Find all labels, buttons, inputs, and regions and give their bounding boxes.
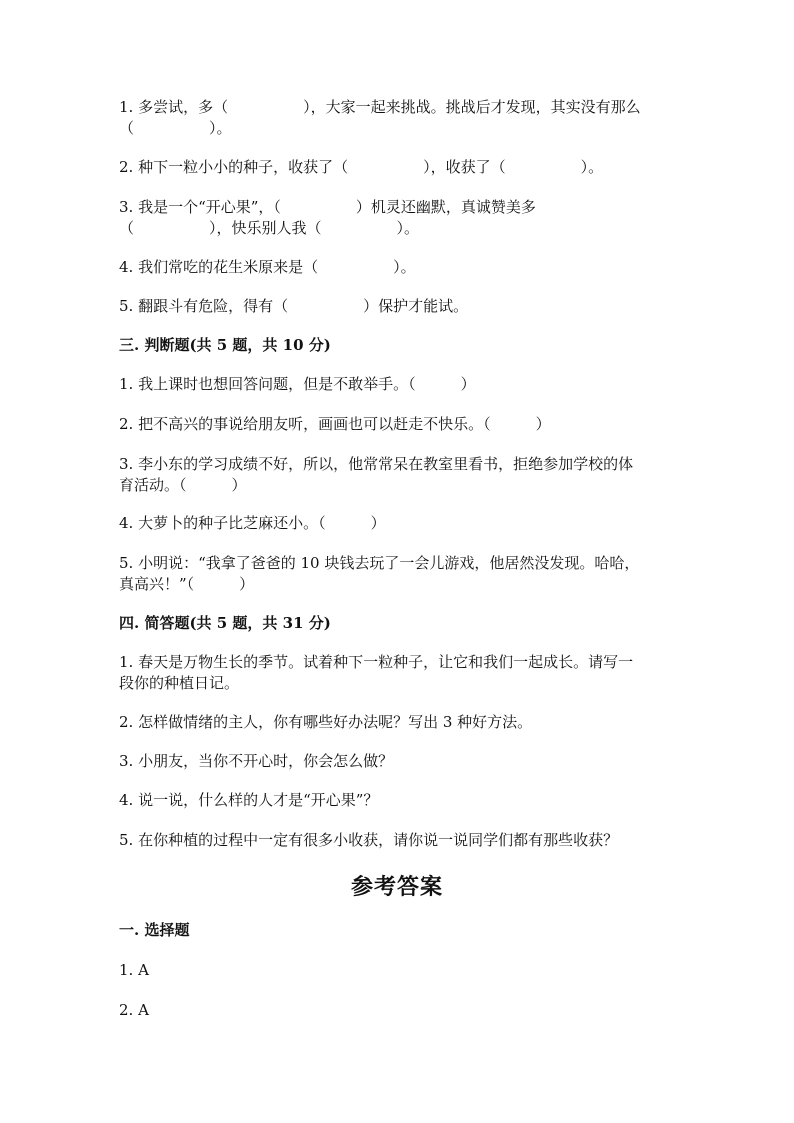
true-false-q4: 4. 大萝卜的种子比芝麻还小。（ ） [119, 514, 386, 532]
short-answer-q2: 2. 怎样做情绪的主人，你有哪些好办法呢？写出 3 种好方法。 [119, 713, 533, 731]
true-false-q3-line1: 3. 李小东的学习成绩不好，所以，他常常呆在教室里看书，拒绝参加学校的体 [119, 455, 634, 473]
true-false-heading: 三. 判断题(共 5 题，共 10 分) [119, 336, 331, 354]
true-false-q3-line2: 育活动。（ ） [119, 476, 247, 494]
short-answer-q3: 3. 小朋友，当你不开心时，你会怎么做？ [119, 752, 394, 770]
true-false-q1: 1. 我上课时也想回答问题，但是不敢举手。（ ） [119, 375, 476, 393]
fill-blank-q3-line2: （ ），快乐别人我（ ）。 [119, 219, 420, 237]
answer-key-title: 参考答案 [350, 874, 443, 900]
short-answer-q4: 4. 说一说，什么样的人才是“开心果”？ [119, 791, 379, 809]
answer-1: 1. A [119, 961, 149, 979]
fill-blank-q2: 2. 种下一粒小小的种子，收获了（ ），收获了（ ）。 [119, 158, 604, 176]
short-answer-heading: 四. 简答题(共 5 题，共 31 分) [119, 614, 331, 632]
answer-2: 2. A [119, 1001, 149, 1019]
fill-blank-q1-line2: （ ）。 [119, 119, 232, 137]
fill-blank-q3-line1: 3. 我是一个“开心果”，（ ）机灵还幽默，真诚赞美多 [119, 198, 536, 216]
fill-blank-q5: 5. 翻跟斗有危险，得有（ ）保护才能试。 [119, 297, 469, 315]
true-false-q5-line1: 5. 小明说：“我拿了爸爸的 10 块钱去玩了一会儿游戏，他居然没发现。哈哈， [119, 554, 640, 572]
short-answer-q5: 5. 在你种植的过程中一定有很多小收获，请你说一说同学们都有那些收获？ [119, 831, 619, 849]
fill-blank-q4: 4. 我们常吃的花生米原来是（ ）。 [119, 258, 416, 276]
true-false-q5-line2: 真高兴！”（ ） [119, 575, 255, 593]
fill-blank-q1-line1: 1. 多尝试，多（ ），大家一起来挑战。挑战后才发现，其实没有那么 [119, 98, 641, 116]
short-answer-q1-line2: 段你的种植日记。 [119, 674, 240, 692]
short-answer-q1-line1: 1. 春天是万物生长的季节。试着种下一粒种子，让它和我们一起成长。请写一 [119, 653, 634, 671]
true-false-q2: 2. 把不高兴的事说给朋友听，画画也可以赶走不快乐。（ ） [119, 415, 551, 433]
answer-section1-heading: 一. 选择题 [119, 921, 190, 939]
